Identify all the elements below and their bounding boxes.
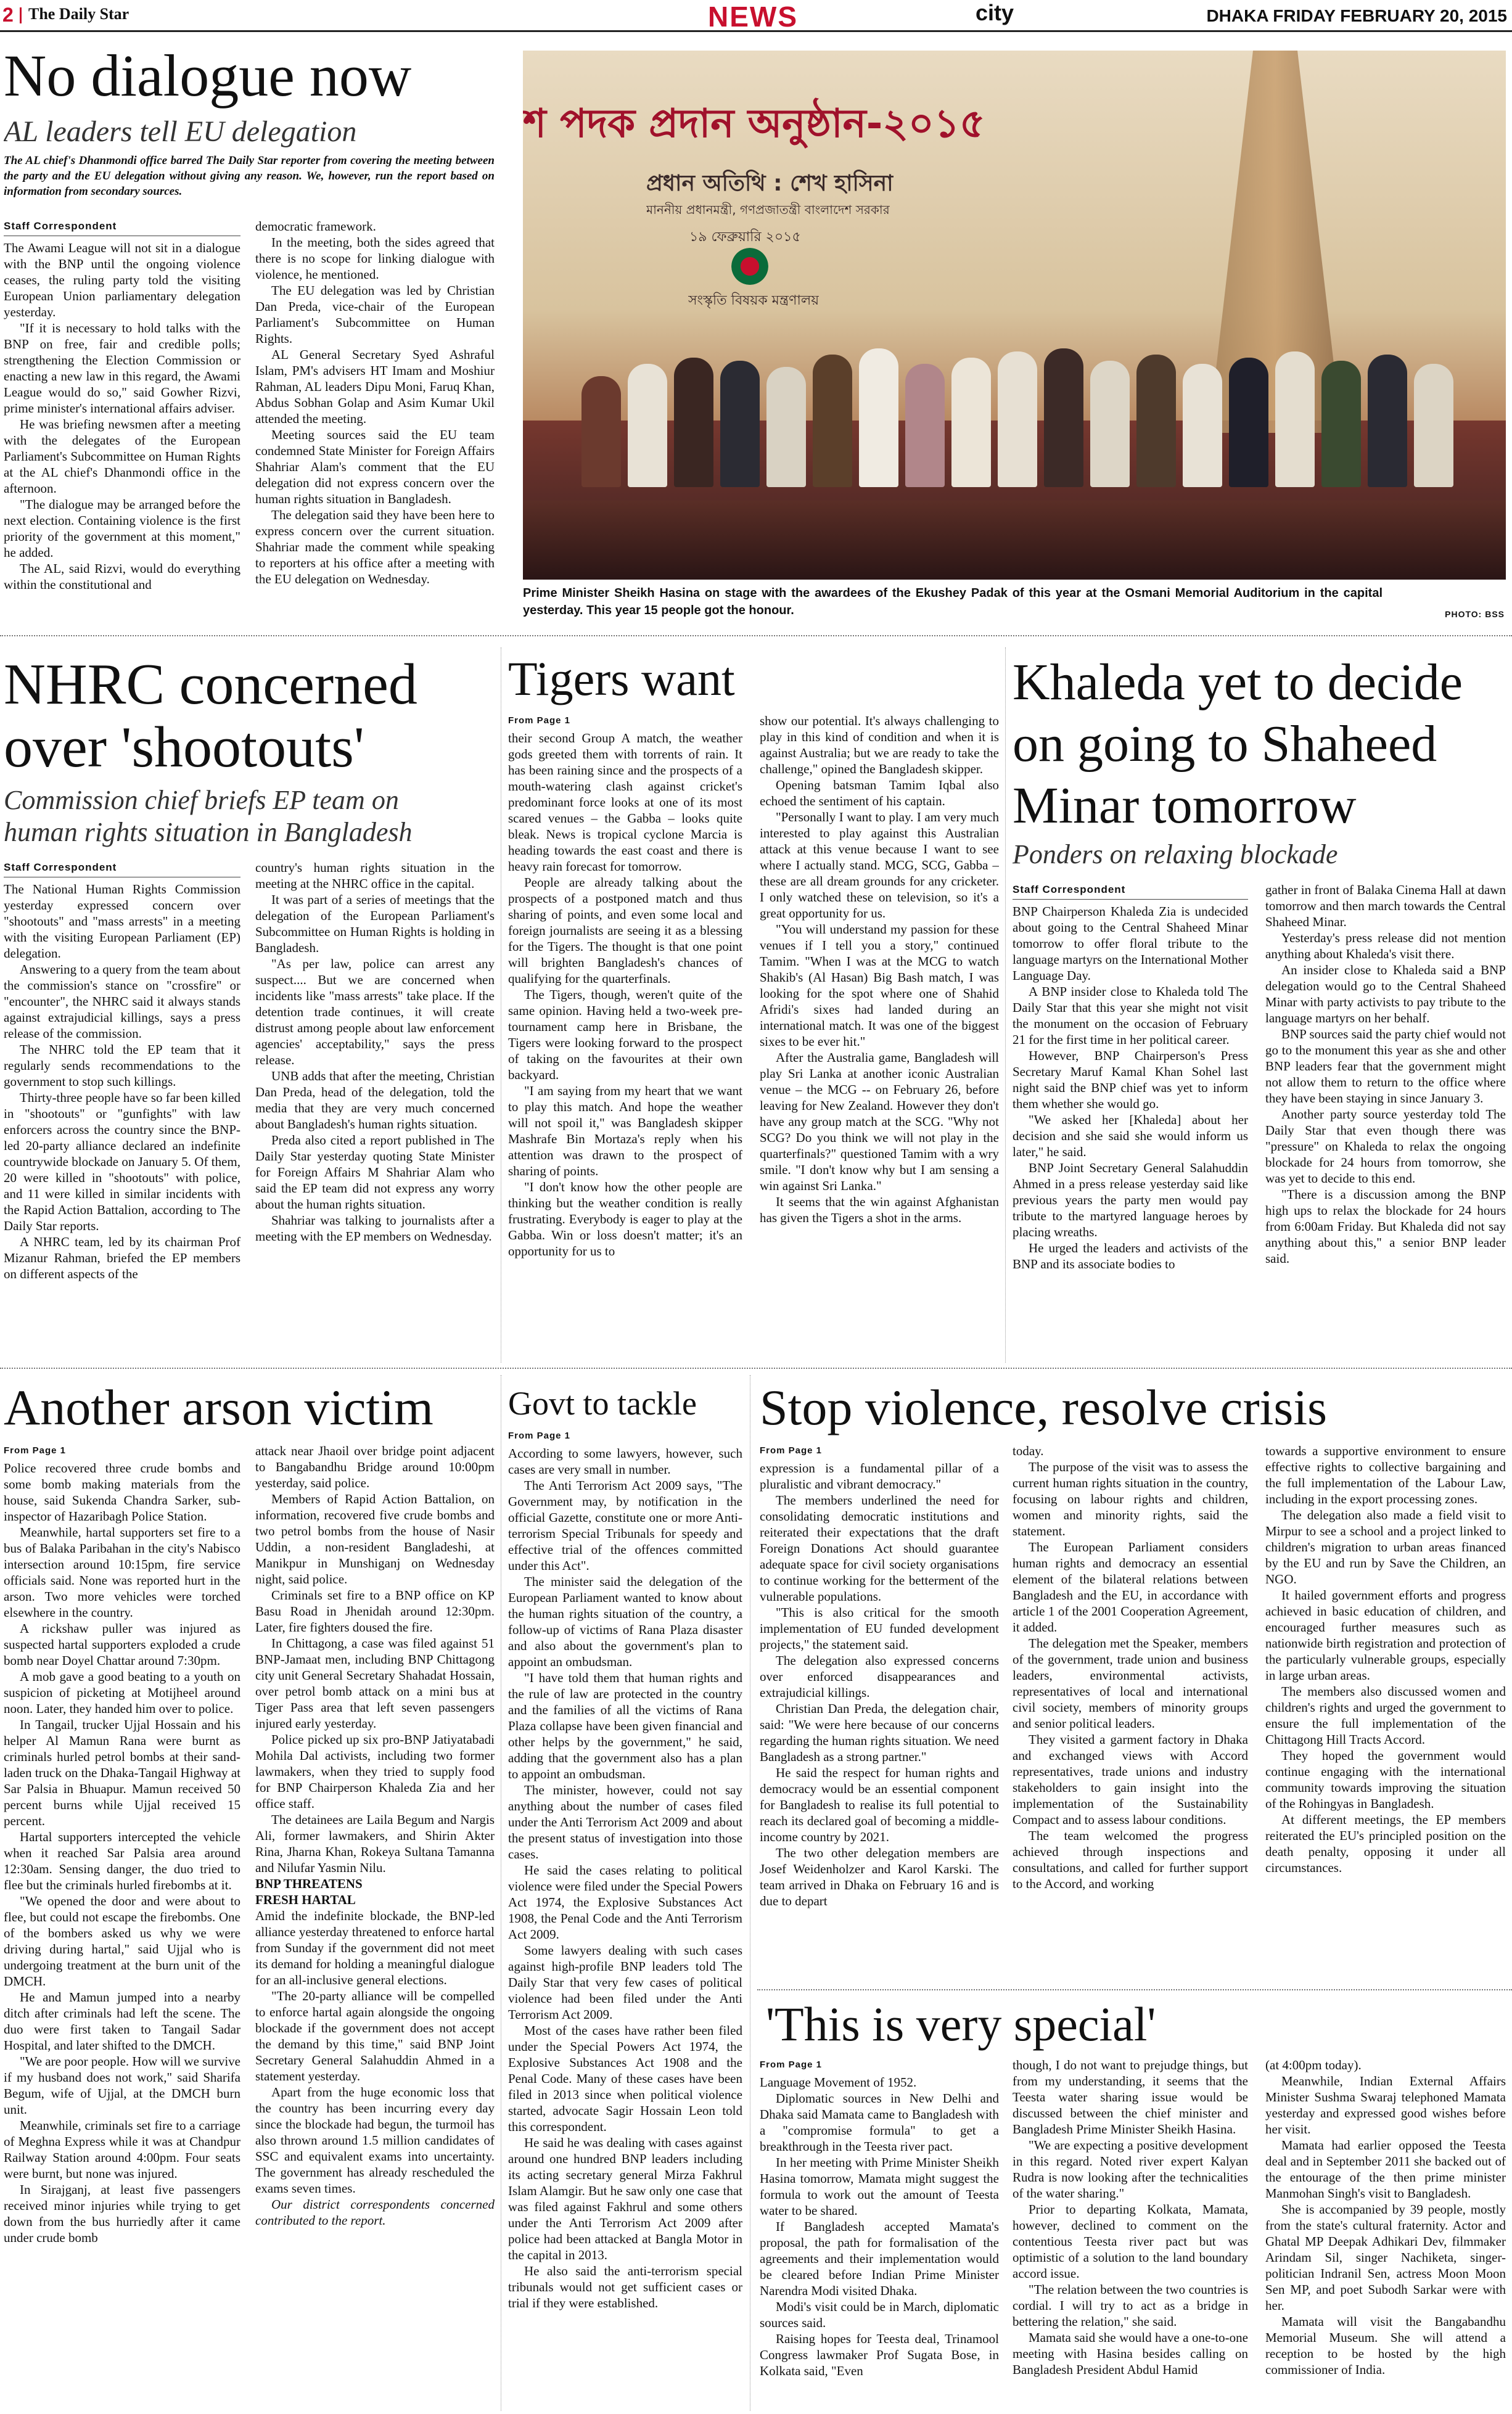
stop-col-2: today. The purpose of the visit was to assess the current human rights situation in the country, focusing on labour rights and children, women and minority rights, said the statement. The European Parliament considers human rights and democracy an essential element of the bilateral relations between Bangladesh and the EU, in accordance with article 1 of the 2001 Cooperation Agreement, it added. The delegation met the Speaker, members of the government, trade union and business leaders, environmental activists, representatives of local and international civil society, members of minority groups and senior political leaders. They visited a garment factory in Dhaka and exchanged views with Accord representatives, trade unions and industry stakeholders to gain insight into the implementation of the Sustainability Compact and to assess labour conditions. The team welcomed the progress achieved through inspections and consultations, and called for further support to the Accord, and working [1013,1443,1248,1891]
section-divider [0,635,1512,636]
arson-col-1: From Page 1 Police recovered three crude bombs and some bomb making materials from the house, said Sukenda Chandra Sarker, sub-inspector of Hazaribagh Police Station. Meanwhile, hartal supporters set fire to a bus of Balaka Paribahan in the city's Nabisco intersection around 10:15pm, fire service officials said. None was reported hurt in the arson. Two more vehicles were torched elsewhere in the country. A rickshaw puller was injured as suspected hartal supporters exploded a crude bomb near Doyel Chattar around 7:30pm. A mob gave a good beating to a youth on suspicion of picketing at Motijheel around noon. Later, they handed him over to police. In Tangail, trucker Ujjal Hossain and his helper Al Mamun Rana were burnt as criminals hurled petrol bombs at their sand-laden truck on the Dhaka-Tangail Highway at Sar Palsia in Bhuapur. Mamun received 50 percent burns while Ujjal received 15 percent. Hartal supporters intercepted the vehicle when it reached Sar Palsia area around 12:30am. Sensing danger, the duo tried to flee but the criminals hurled firebombs at it. "We opened the door and were about to flee, but could not escape the firebombs. One of the bombers asked us why we were driving during hartal," said Ujjal who is undergoing treatment at the burn unit of the DMCH. He and Mamun jumped into a nearby ditch after criminals had left the scene. The duo were first taken to Tangail Sadar Hospital, and later shifted to the DMCH. "We are poor people. How will we survive if my husband does not work," said Sharifa Begum, wife of Ujjal, at the DMCH burn unit. Meanwhile, criminals set fire to a carriage of Meghna Express while it was at Chandpur Railway Station around 4:00pm. Four seats were burnt, but none was injured. In Sirajganj, at least five passengers received minor injuries while trying to get down from the bus hurriedly after it came under crude bomb [4,1443,240,2411]
dialogue-intro: The AL chief's Dhanmondi office barred The Daily Star reporter from covering the meeting between the party and the EU delegation without giving any reason. We, however, run the report based on information from secondary sources. [4,154,495,198]
govt-col-1: From Page 1 According to some lawyers, however, such cases are very small in number. The Anti Terrorism Act 2009 says, "The Government may, by notification in the official Gazette, constitute one or more Anti-terrorism Special Tribunals for speedy and effective trial of the offences committed under this Act". The minister said the delegation of the European Parliament wanted to know about the human rights situation of the country, a follow-up of victims of Rana Plaza disaster and also about the government's plan to appoint an ombudsman. "I have told them that human rights and the rule of law are protected in the country and the families of all the victims of Rana Plaza collapse have been given financial and other helps by the government," he said, adding that the government also has a plan to appoint an ombudsman. The minister, however, could not say anything about the number of cases filed under the Anti Terrorism Act 2009 and about the present status of investigation into those cases. He said the cases relating to political violence were filed under the Special Powers Act 1974, the Explosive Substances Act 1908, the Penal Code and the Anti Terrorism Act 2009. Some lawyers dealing with such cases against high-profile BNP leaders told The Daily Star that very few cases of political violence had been filed under the Anti Terrorism Act 2009. Most of the cases have rather been filed under the Special Powers Act 1974, the Explosive Substances Act 1908 and the Penal Code. Many of these cases have been filed in 2013 since when political violence started, advocate Sagir Hossain Leon told this correspondent. He said he was dealing with cases against around one hundred BNP leaders including its acting secretary general Mirza Fakhrul Islam Alamgir. But he saw only one case that was filed against Fakhrul and some others under the Anti Terrorism Act 2009 after police had been attacked at Bangla Motor in the capital in 2013. He also said the anti-terrorism special tribunals would not get sufficient cases or trial if they were established. [508,1428,742,2411]
awardee-figure [720,361,760,487]
nhrc-col-2: country's human rights situation in the meeting at the NHRC office in the capital. It was part of a series of meetings that the delegation of the European Parliament's Subcommittee on Human Rights is holding in Bangladesh. "As per law, police can arrest any suspect.... But we are concerned when incidents like "mass arrests" take place. If the detention trade continues, it will create distrust among people about law enforcement agencies' acceptability," says the press release. UNB adds that after the meeting, Christian Dan Preda, head of the delegation, told the media that they are very much concerned about Bangladesh's human rights situation. Preda also cited a report published in The Daily Star yesterday quoting State Minister for Foreign Affairs M Shahriar Alam who said the EP team did not express any worry about the human rights situation. Shahriar was talking to journalists after a meeting with the EP members on Wednesday. [255,860,495,1244]
ministry-emblem-icon [731,248,768,285]
dialogue-deck: AL leaders tell EU delegation [4,115,357,148]
special-jump-label: From Page 1 [760,2059,823,2070]
dateline: DHAKA FRIDAY FEBRUARY 20, 2015 [1206,6,1507,25]
arson-col-2: attack near Jhaoil over bridge point adjacent to Bangabandhu Bridge around 10:00pm yesterday, said police. Members of Rapid Action Battalion, on information, recovered five crude bombs and two petrol bombs from the house of Nasir Uddin, a non-resident Bangladeshi, at Manikpur in Munshiganj on Wednesday night, said police. Criminals set fire to a BNP office on KP Basu Road in Jhenidah around 12:30pm. Later, fire fighters doused the fire. In Chittagong, a case was filed against 51 BNP-Jamaat men, including BNP Chittagong city unit General Secretary Shahadat Hossain, over petrol bomb attack on a mini bus at Tiger Pass area that left seven passengers injured early yesterday. Police picked up six pro-BNP Jatiyatabadi Mohila Dal activists, including two former lawmakers, when they tried to supply food for BNP Chairperson Khaleda Zia and her office staff. The detainees are Laila Begum and Nargis Ali, former lawmakers, and Shirin Akter Rina, Jharna Khan, Rokeya Sultana Tamanna and Nilufar Yasmin Nilu. BNP THREATENS FRESH HARTAL Amid the indefinite blockade, the BNP-led alliance yesterday threatened to enforce hartal from Sunday if the government did not meet its demand for holding a meaningful dialogue for an all-inclusive general elections. "The 20-party alliance will be compelled to enforce hartal again alongside the ongoing blockade if the government does not accept the demand by this time," said BNP Joint Secretary General Salahuddin Ahmed in a statement yesterday. Apart from the huge economic loss that the country has been incurring every day since the blockade had begun, the turmoil has also thrown around 1.5 million candidates of SSC and equivalent exams into uncertainty. The government has already rescheduled the exams seven times. Our district correspondents concerned contributed to the report. [255,1443,495,2228]
column-divider [1005,647,1006,1363]
section-divider [0,1368,1512,1369]
tigers-headline: Tigers want [508,652,735,705]
nhrc-byline: Staff Correspondent [4,860,240,877]
nhrc-col-1: Staff Correspondent The National Human Rights Commission yesterday expressed concern over "shootouts" and "mass arrests" in a meeting with the visiting European Parliament (EP) delegation. Answering to a query from the team about the commission's stance on "crossfire" or "encounter", the NHRC said it always stands against extrajudicial killings, says a press release of the commission. The NHRC told the EP team that it regularly sends recommendations to the government to stop such killings. Thirty-three people have so far been killed in "shootouts" or "gunfights" with law enforcers across the country since the BNP-led 20-party alliance declared an indefinite countrywide blockade on January 5. Of them, 20 were killed in "shootouts" with police, and 11 were killed in similar incidents with the Rapid Action Battalion, according to The Daily Star reports. A NHRC team, led by its chairman Prof Mizanur Rahman, briefed the EP members on different aspects of the [4,860,240,1360]
pm-figure [951,358,991,487]
awardee-figure [1275,351,1315,487]
govt-headline: Govt to tackle [508,1385,697,1422]
banner-guest: প্রধান অতিথি : শেখ হাসিনা [646,171,894,196]
awardee-figure [1183,364,1222,487]
awardee-figure [905,364,945,487]
awardee-figure [1368,355,1407,487]
awardee-figure [581,376,621,487]
arson-subhead-line-2: FRESH HARTAL [255,1892,356,1907]
khaleda-headline-line-3: Minar tomorrow [1013,777,1357,834]
nhrc-headline-line-2: over 'shootouts' [4,716,364,778]
awardee-figure [1090,361,1130,487]
dialogue-headline: No dialogue now [4,43,412,109]
subsection-name: city [976,0,1014,25]
section-divider [757,1989,1512,1990]
awardee-figure [674,358,713,487]
awardee-figure [1229,358,1268,487]
stop-col-1: From Page 1 expression is a fundamental pillar of a pluralistic and vibrant democracy." The members underlined the need for consolidating democratic institutions and reiterated their expectations that the draft Foreign Donations Act should guarantee adequate space for civil society organisations to continue working for the betterment of the vulnerable populations. "This is also critical for the smooth implementation of EU funded development projects," the statement said. The delegation also expressed concerns over enforced disappearances and extrajudicial killings. Christian Dan Preda, the delegation chair, said: "We were here because of our concerns regarding the human rights situation. We need Bangladesh as a strong partner." He said the respect for human rights and democracy would be an essential component for Bangladesh to realise its full potential to reach its declared goal of becoming a middle-income country by 2021. The two other delegation members are Josef Weidenholzer and Karol Karski. The team arrived in Dhaka on February 16 and is due to depart [760,1443,999,1983]
stop-col-3: towards a supportive environment to ensure effective rights to collective bargaining and the full implementation of the Labour Law, including in the export processing zones. The delegation also made a field visit to Mirpur to see a school and a project linked to children's migration to urban areas financed by the EU and run by Save the Children, an NGO. It hailed government efforts and progress achieved in basic education of children, and encouraged further measures such as nationwide birth registration and protection of the particularly vulnerable groups, especially in large urban areas. The members also discussed women and children's rights and urged the government to ensure the full implementation of the Chittagong Hill Tracts Accord. They hoped the government would continue engaging with the international community towards improving the situation of the Rohingyas in Bangladesh. At different meetings, the EP members reiterated the EU's principled position on the death penalty, opposing it under all circumstances. [1265,1443,1506,1875]
stage-floor [523,501,1506,580]
govt-jump-label: From Page 1 [508,1431,571,1441]
stop-jump-label: From Page 1 [760,1445,823,1456]
awardee-figure [859,348,898,487]
ekushey-padak-photo [523,51,1506,580]
khaleda-headline-line-2: on going to Shaheed [1013,715,1437,773]
khaleda-headline-line-1: Khaleda yet to decide [1013,654,1463,711]
masthead [0,0,1512,32]
stop-headline: Stop violence, resolve crisis [760,1379,1328,1435]
arson-jump-label: From Page 1 [4,1445,67,1456]
banner-title: শ পদক প্রদান অনুষ্ঠান-২০১৫ [523,101,985,147]
photo-credit: PHOTO: BSS [1445,609,1505,619]
special-col-2: though, I do not want to prejudge things, but from my understanding, it seems that the Teesta water sharing issue would be discussed between the chief minister and Bangladesh Prime Minister Sheikh Hasina. "We are expecting a positive development in this regard. Noted river expert Kalyan Rudra is now looking after the technicalities of the water sharing." Prior to departing Kolkata, Mamata, however, declined to comment on the contentious Teesta river pact but was optimistic of a solution to the land boundary accord issue. "The relation between the two countries is cordial. I will try to act as a bridge in bettering the relation," she said. Mamata said she would have a one-to-one meeting with Hasina besides calling on Bangladesh President Abdul Hamid [1013,2058,1248,2377]
nhrc-headline-line-1: NHRC concerned [4,654,417,715]
section-name: NEWS [708,1,798,32]
banner-date: ১৯ ফেব্রুয়ারি ২০১৫ [689,229,801,245]
awardee-figure [1414,364,1453,487]
tigers-jump-label: From Page 1 [508,715,571,726]
nhrc-deck-line-1: Commission chief briefs EP team on [4,785,399,815]
khaleda-col-1: Staff Correspondent BNP Chairperson Khaleda Zia is undecided about going to the Central Shaheed Minar tomorrow to offer floral tribute to the language martyrs on the International Mother Language Day. A BNP insider close to Khaleda told The Daily Star that this year she might not visit the monument on the occasion of February 21 for the first time in her political career. However, BNP Chairperson's Press Secretary Maruf Kamal Khan Sohel last night said the BNP chief was yet to inform them whether she would go. "We asked her [Khaleda] about her decision and she said she would inform us later," he said. BNP Joint Secretary General Salahuddin Ahmed in a press release yesterday said like previous years the party men would pay tribute to the martyred language heroes by placing wreaths. He urged the leaders and activists of the BNP and its associate bodies to [1013,882,1248,1360]
dialogue-col-2: democratic framework. In the meeting, both the sides agreed that there is no scope for linking dialogue with violence, he mentioned. The EU delegation was led by Christian Dan Preda, vice-chair of the European Parliament's Subcommittee on Human Rights. AL General Secretary Syed Ashraful Islam, PM's advisers HT Imam and Moshiur Rahman, AL leaders Dipu Moni, Faruq Khan, Abdus Sobhan Golap and Asim Kumar Ukil attended the meeting. Meeting sources said the EU team condemned State Minister for Foreign Affairs Shahriar Alam's comment that the EU delegation did not express concern over the human rights situation in Bangladesh. The delegation said they have been here to express concern over the current situation. Shahriar made the comment while speaking to reporters at his office after a meeting with the EU delegation on Wednesday. [255,219,495,586]
banner-guest-title: মাননীয় প্রধানমন্ত্রী, গণপ্রজাতন্ত্রী বাংলাদেশ সরকার [646,202,890,217]
dialogue-byline: Staff Correspondent [4,218,240,236]
page-number: 2 [2,4,14,26]
awardee-figure [813,355,852,487]
tigers-col-1: From Page 1 their second Group A match, the weather gods greeted them with torrents of rain. It has been raining since and the prospects of a mouth-watering clash against cricket's predominant force looks at one of its most scared venues – the Gabba – looks quite bleak. News is tropical cyclone Marcia is heading towards the east coast and there is heavy rain forecast for tomorrow. People are already talking about the prospects of a postponed match and thus sharing of points, and even some local and foreign journalists are seeing it as a blessing for the Tigers. The thought is that one point will brighten Bangladesh's chances of qualifying for the quarterfinals. The Tigers, though, weren't quite of the same opinion. Having held a two-week pre-tournament camp here in Brisbane, the Tigers were looking forward to the prospect of taking on the favourites at their own backyard. "I am saying from my heart that we want to play this match. And hope the weather will not spoil it," was Bangladesh skipper Mashrafe Bin Mortaza's reply when his attention was drawn to the prospect of sharing of points. "I don't know how the other people are thinking but the weather condition is really frustrating. Everybody is eager to play at the Gabba. Win or loss doesn't matter; it's an opportunity for us to [508,713,742,1360]
nhrc-deck-line-2: human rights situation in Bangladesh [4,817,413,847]
awardee-figure [628,364,667,487]
special-headline: 'This is very special' [766,1997,1156,2051]
special-col-3: (at 4:00pm today). Meanwhile, Indian External Affairs Minister Sushma Swaraj telephoned Mamata yesterday and expressed good wishes before her visit. Mamata had earlier opposed the Teesta deal and in September 2011 she backed out of the entourage of the then prime minister Manmohan Singh's visit to Bangladesh. She is accompanied by 39 people, mostly from the state's cultural fraternity. Actor and Ghatal MP Deepak Adhikari Dev, filmmaker Arindam Sil, singer Nachiketa, singer-politician Indranil Sen, actress Moon Moon Sen MP, and poet Subodh Sarkar were with her. Mamata will visit the Bangabandhu Memorial Museum. She will attend a reception to be hosted by the high commissioner of India. [1265,2058,1506,2377]
awardee-figure [766,367,806,487]
awardee-figure [998,351,1037,487]
arson-note: Our district correspondents concerned contributed to the report. [255,2197,495,2228]
awardee-figure [1321,361,1361,487]
khaleda-col-2: gather in front of Balaka Cinema Hall at dawn tomorrow and then march towards the Central Shaheed Minar. Yesterday's press release did not mention anything about Khaleda's visit there. An insider close to Khaleda said a BNP delegation would go to the Central Shaheed Minar with party activists to pay tribute to the language martyrs on her behalf. BNP sources said the party chief would not go to the monument this year as she and other BNP leaders fear that the government might not allow them to return to the office where they have been staying in since January 3. Another party source yesterday told The Daily Star that even though there was "pressure" on Khaleda to relax the ongoing blockade for 24 hours from tomorrow, she was yet to decide to this end. "There is a discussion among the BNP high ups to relax the blockade for 24 hours from 6:00am Friday. But Khaleda did not say anything about this," a senior BNP leader said. [1265,882,1506,1266]
awardee-figure [1136,355,1176,487]
special-col-1: From Page 1 Language Movement of 1952. Diplomatic sources in New Delhi and Dhaka said Mamata came to Bangladesh with a "compromise formula" to get a breakthrough in the Teesta river pact. In her meeting with Prime Minister Sheikh Hasina tomorrow, Mamata might suggest the formula to work out the amount of Teesta water to be shared. If Bangladesh accepted Mamata's proposal, the path for formalisation of the agreements and their implementation would be cleared before Indian Prime Minister Narendra Modi visited Dhaka. Modi's visit could be in March, diplomatic sources said. Raising hopes for Teesta deal, Trinamool Congress lawmaker Prof Sugata Bose, in Kolkata said, "Even [760,2057,999,2411]
dialogue-col-1: Staff Correspondent The Awami League will not sit in a dialogue with the BNP until the ongoing violence ceases, the ruling party told the visiting European Union parliamentary delegation yesterday. "If it is necessary to hold talks with the BNP on free, fair and credible polls; strengthening the Election Commission or enacting a new law in this regard, the Awami League would do so," said Gowher Rizvi, prime minister's international affairs adviser. He was briefing newsmen after a meeting with the delegates of the European Parliament's Subcommittee on Human Rights at the AL chief's Dhanmondi office in the afternoon. "The dialogue may be arranged before the next election. Containing violence is the first priority of the government at this moment," he added. The AL, said Rizvi, would do everything within the constitutional and [4,218,240,631]
masthead-divider [20,7,22,23]
khaleda-deck: Ponders on relaxing blockade [1013,839,1338,869]
khaleda-byline: Staff Correspondent [1013,882,1248,900]
tigers-col-2: show our potential. It's always challenging to play in this kind of condition and when it is against Australia; but we are ready to take the challenge," opined the Bangladesh skipper. Opening batsman Tamim Iqbal also echoed the sentiment of his captain. "Personally I want to play. I am very much interested to play against this Australian attack at this venue because I want to see where I actually stand. MCG, SCG, Gabba – these are all dream grounds for any cricketer. I only watched these on television, so it's a great opportunity for us. "You will understand my passion for these venues if I tell you a story," continued Tamim. "When I was at the MCG to watch Shakib's (Al Hasan) Big Bash match, I was looking for the spot where one of Shahid Afridi's sixes had landed during an international match. It was one of the biggest sixes to be ever hit." After the Australia game, Bangladesh will play Sri Lanka at another iconic Australian venue – the MCG -- on February 26, before leaving for New Zealand. However they don't have any group match at the SCG. "Why not SCG? Do you think we will not play in the quarterfinals?" questioned Tamim with a wry smile. "I don't know why but I am sensing a win against Sri Lanka." It seems that the win against Afghanistan has given the Tigers a shot in the arms. [760,713,999,1225]
paper-name: The Daily Star [28,5,129,23]
arson-subhead-line-1: BNP THREATENS [255,1876,363,1891]
arson-headline: Another arson victim [4,1379,433,1435]
awardee-figure [1044,348,1083,487]
photo-caption: Prime Minister Sheikh Hasina on stage with the awardees of the Ekushey Padak of this year at the Osmani Memorial Auditorium in the capital yesterday. This year 15 people got the honour. [523,586,1383,617]
banner-ministry: সংস্কৃতি বিষয়ক মন্ত্রণালয় [688,293,820,308]
